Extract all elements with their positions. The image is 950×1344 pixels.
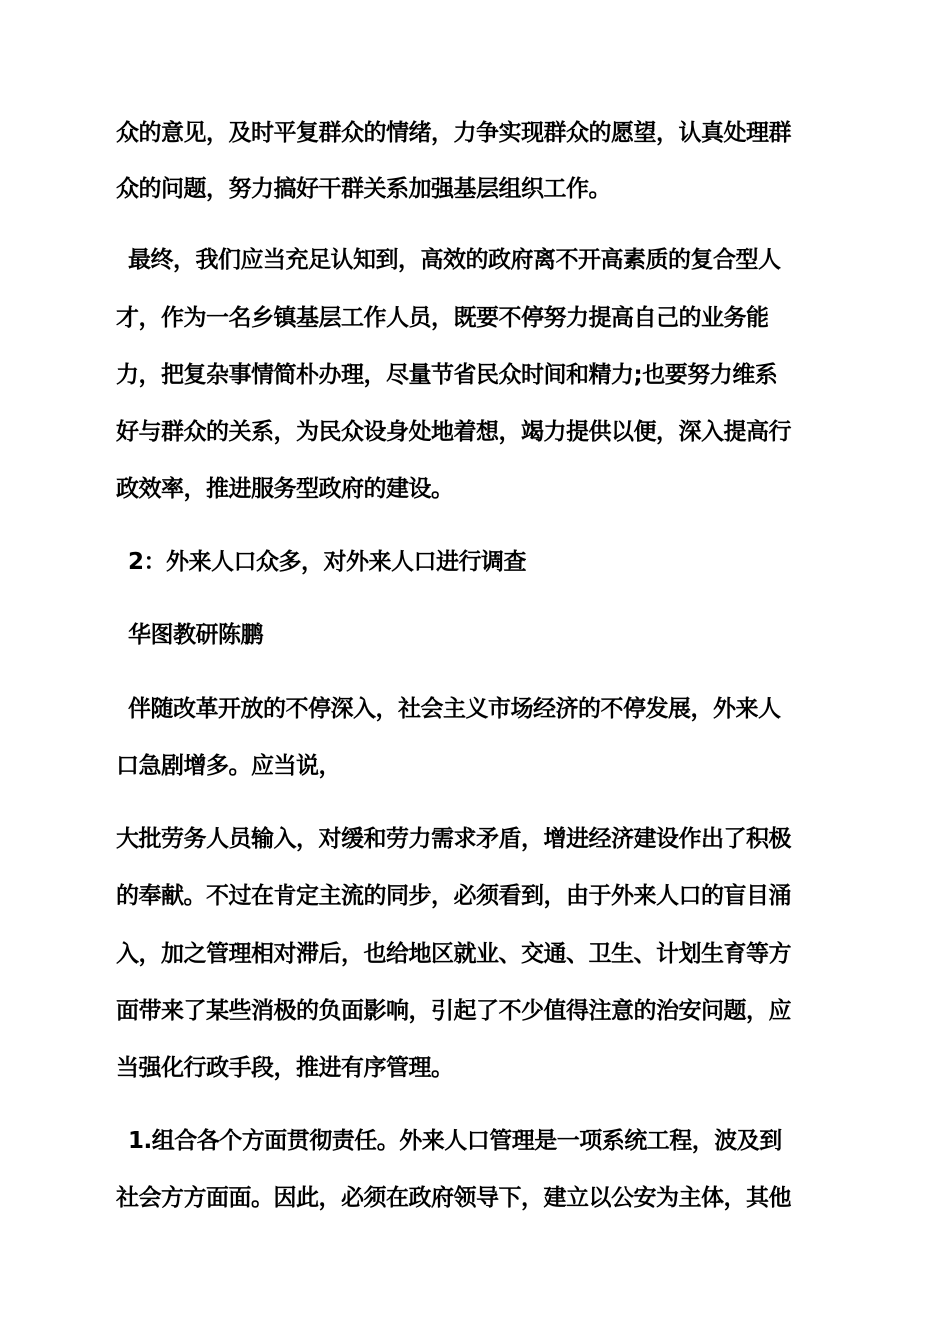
paragraph-4-line-3: 入，加之管理相对滞后，也给地区就业、交通、卫生、计划生育等方: [116, 941, 791, 967]
author-line: 华图教研陈鹏: [128, 622, 263, 648]
paragraph-4-line-2: 的奉献。不过在肯定主流的同步，必须看到，由于外来人口的盲目涌: [116, 883, 791, 909]
paragraph-2-line-1: 最终，我们应当充足认知到，高效的政府离不开高素质的复合型人: [128, 247, 781, 273]
paragraph-2-line-2: 才，作为一名乡镇基层工作人员，既要不停努力提高自己的业务能: [116, 305, 769, 331]
paragraph-2-line-5: 政效率，推进服务型政府的建设。: [116, 476, 454, 502]
paragraph-5-line-2: 社会方方面面。因此，必须在政府领导下，建立以公安为主体，其他: [116, 1185, 791, 1211]
paragraph-4-line-1: 大批劳务人员输入，对缓和劳力需求矛盾，增进经济建设作出了积极: [116, 826, 791, 852]
paragraph-1-line-1: 众的意见，及时平复群众的情绪，力争实现群众的愿望，认真处理群: [116, 120, 791, 146]
paragraph-5-line-1: 1.组合各个方面贯彻责任。外来人口管理是一项系统工程，波及到: [128, 1128, 782, 1154]
paragraph-4-line-4: 面带来了某些消极的负面影响，引起了不少值得注意的治安问题，应: [116, 998, 791, 1024]
paragraph-3-line-1: 伴随改革开放的不停深入，社会主义市场经济的不停发展，外来人: [128, 696, 781, 722]
paragraph-2-line-3: 力，把复杂事情简朴办理，尽量节省民众时间和精力;也要努力维系: [116, 362, 778, 388]
paragraph-1-line-2: 众的问题，努力搞好干群关系加强基层组织工作。: [116, 176, 611, 202]
paragraph-4-line-5: 当强化行政手段，推进有序管理。: [116, 1055, 454, 1081]
section-heading: 2：外来人口众多，对外来人口进行调查: [128, 549, 527, 575]
paragraph-3-line-2: 口急剧增多。应当说，: [116, 753, 341, 779]
paragraph-2-line-4: 好与群众的关系，为民众设身处地着想，竭力提供以便，深入提高行: [116, 419, 791, 445]
